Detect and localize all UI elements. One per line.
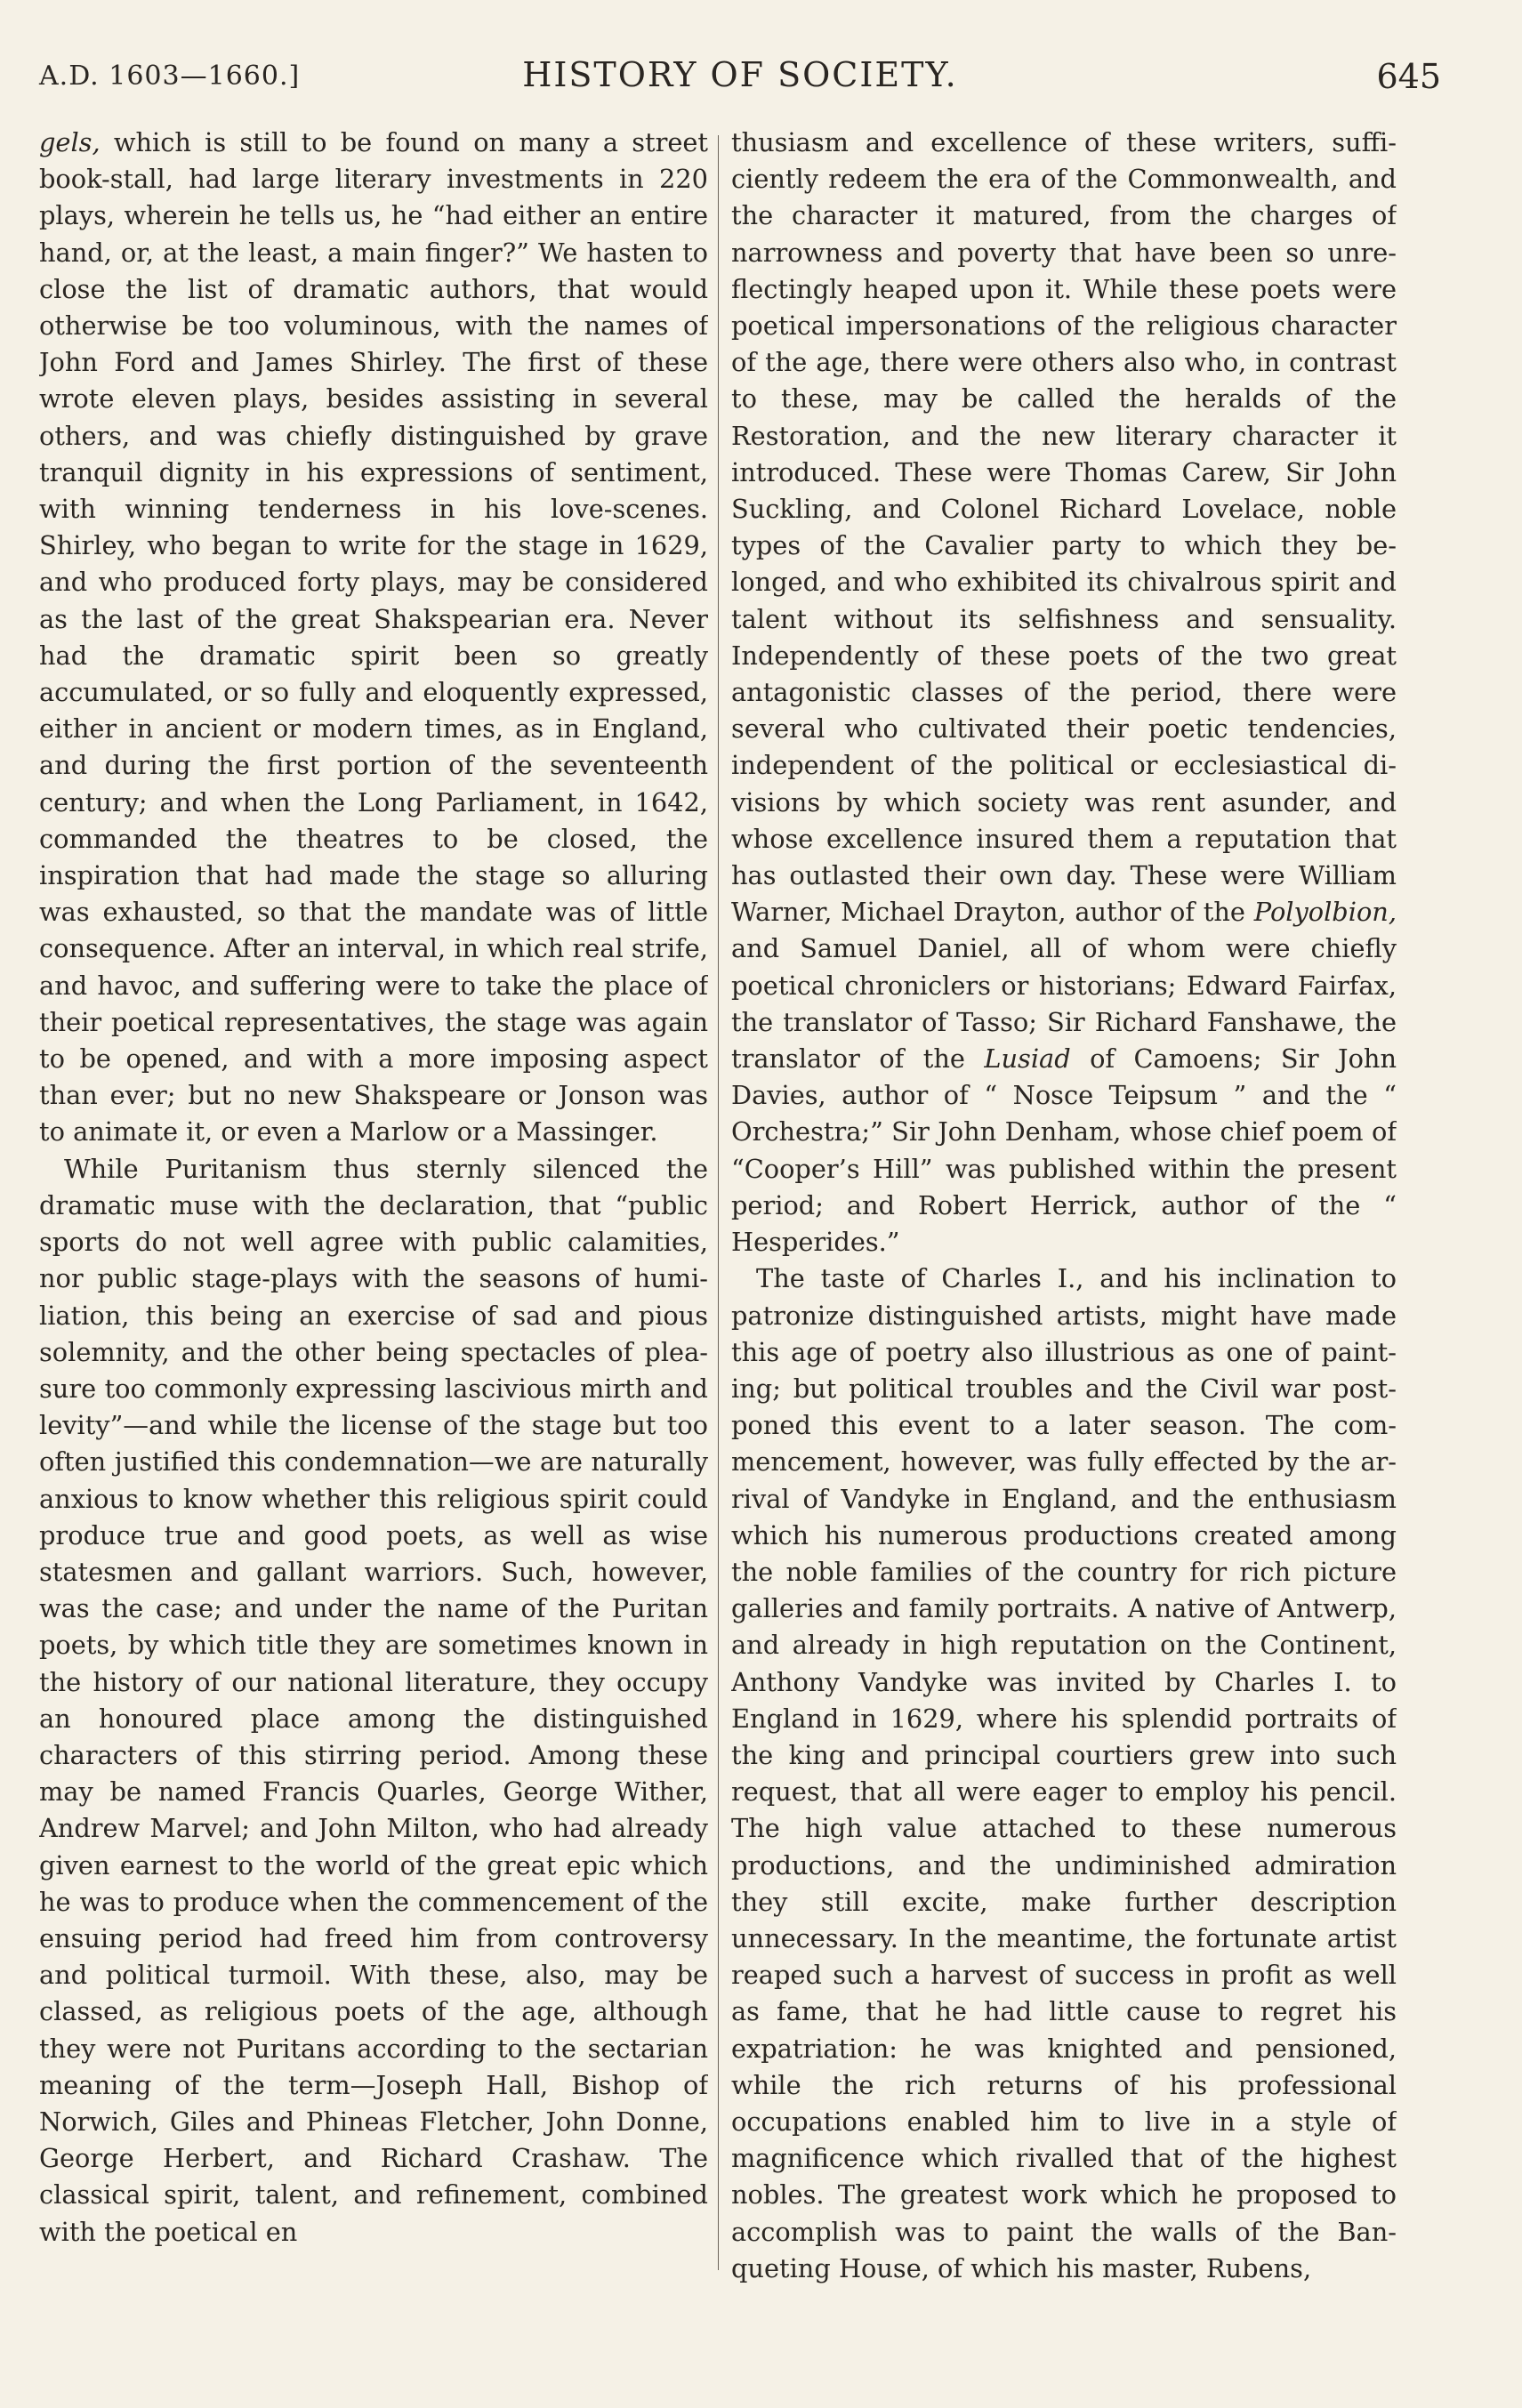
- page-number: 645: [1376, 57, 1441, 96]
- paragraph-text: and Samuel Daniel, all of whom were chiefly poetical chroniclers or historians; Edward Fairfax, the translator of Tasso; Sir Richard Fanshawe, the translator of the: [731, 933, 1397, 1075]
- right-column: [731, 125, 1397, 2366]
- paragraph-text: which is still to be found on many a street book-stall, had large literary investments in 220 plays, wherein he tells us, he “had either an entire hand, or, at the least, a main finger?” We hasten to close the list of dramatic authors, that would otherwise be too voluminous, with the names of John Ford and James Shirley. The first of these wrote eleven plays, besides assisting in several others, and was chiefly distinguished by grave tranquil dignity in his expressions of sentiment, with winning tenderness in his love-scenes. Shirley, who began to write for the stage in 1629, and who produced forty plays, may be considered as the last of the great Shakspearian era. Never had the dramatic spirit been so greatly accumulated, or so fully and eloquently expressed, either in ancient or modern times, as in England, and during the first portion of the seventeenth century; and when the Long Parliament, in 1642, commanded the theatres to be closed, the inspiration that had made the stage so alluring was exhausted, so that the mandate was of little consequence. After an interval, in which real strife, and havoc, and suffering were to take the place of their poetical representatives, the stage was again to be opened, and with a more imposing aspect than ever; but no new Shakspeare or Jonson was to animate it, or even a Marlow or a Massinger.: [39, 127, 708, 1148]
- italic-title: Polyolbion,: [1253, 897, 1397, 928]
- left-paragraph-2: While Puritanism thus sternly silenced the dramatic muse with the declaration, that “public sports do not well agree with public calamities, nor public stage-plays with the seasons of humiliation, this being an exercise of sad and pious solemnity, and the other being spectacles of pleasure too commonly expressing lascivious mirth and levity”—and while the license of the stage but too often justified this condemnation—we are naturally anxious to know whether this religious spirit could produce true and good poets, as well as wise statesmen and gallant warriors. Such, however, was the case; and under the name of the Puritan poets, by which title they are sometimes known in the history of our national literature, they occupy an honoured place among the distinguished characters of this stirring period. Among these may be named Francis Quarles, George Wither, Andrew Marvel; and John Milton, who had already given earnest to the world of the great epic which he was to produce when the commencement of the ensuing period had freed him from controversy and political turmoil. With these, also, may be classed, as religious poets of the age, although they were not Puritans according to the sectarian meaning of the term—Joseph Hall, Bishop of Norwich, Giles and Phineas Fletcher, John Donne, George Herbert, and Richard Crashaw. The classical spirit, talent, and refinement, combined with the poetical en: [39, 1153, 708, 2247]
- paragraph-text: thusiasm and excellence of these writers, sufficiently redeem the era of the Commonwealth, and the character it matured, from the charges of narrowness and poverty that have been so unreflectingly heaped upon it. While these poets were poetical impersonations of the religious character of the age, there were others also who, in contrast to these, may be called the heralds of the Restoration, and the new literary character it introduced. These were Thomas Carew, Sir John Suckling, and Colonel Richard Lovelace, noble types of the Cavalier party to which they belonged, and who exhibited its chivalrous spirit and talent without its selfishness and sensuality. Independently of these poets of the two great antagonistic classes of the period, there were several who cultivated their poetic tendencies, independent of the political or ecclesiastical divisions by which society was rent asunder, and whose excellence insured them a reputation that has outlasted their own day. These were William Warner, Michael Drayton, author of the: [731, 127, 1397, 928]
- column-divider: [718, 135, 719, 2270]
- left-column: [39, 125, 708, 2366]
- running-head: [39, 55, 1441, 105]
- left-paragraph-1: [39, 125, 708, 1151]
- italic-title: gels,: [39, 127, 101, 157]
- date-range: A.D. 1603—1660.]: [39, 60, 301, 92]
- right-paragraph-2: The taste of Charles I., and his inclination to patronize distinguished artists, might have made this age of poetry also illustrious as one of painting; but political troubles and the Civil war postponed this event to a later season. The commencement, however, was fully effected by the arrival of Vandyke in England, and the enthusiasm which his numerous productions created among the noble families of the country for rich picture galleries and family portraits. A native of Antwerp, and already in high reputation on the Continent, Anthony Vandyke was invited by Charles I. to England in 1629, where his splendid portraits of the king and principal courtiers grew into such request, that all were eager to employ his pencil. The high value attached to these numerous productions, and the undiminished admiration they still excite, make further description unnecessary. In the meantime, the fortunate artist reaped such a harvest of success in profit as well as fame, that he had little cause to regret his expatriation: he was knighted and pensioned, while the rich returns of his professional occupations enabled him to live in a style of magnificence which rivalled that of the highest nobles. The greatest work which he proposed to accomplish was to paint the walls of the Banqueting House, of which his master, Rubens,: [731, 1263, 1397, 2283]
- italic-title: Lusiad: [984, 1043, 1071, 1075]
- right-paragraph-1: [731, 125, 1397, 1260]
- paragraph-text: of Camoens; Sir John Davies, author of “ Nosce Teipsum ” and the “ Orchestra;” Sir John Denham, whose chief poem of “Cooper’s Hill” was published within the present period; and Robert Herrick, author of the “ Hesperides.”: [731, 1043, 1397, 1258]
- running-title: HISTORY OF SOCIETY.: [522, 55, 958, 94]
